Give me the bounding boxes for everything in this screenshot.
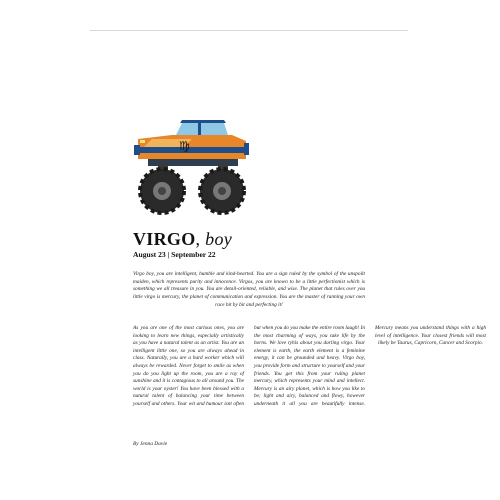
poster-title [133,229,232,249]
truck-bumper-rear [244,143,249,155]
body-text-columns: As you are one of the most curious ones, you are looking to learn new things, especially artistically as you have a natural talent as an artist. You are an intelligent little one, so you are always ahead in class. Naturally, you are a hard worker which will always be rewarded. Never forget to smile as when you do you light up the room, you are a ray of sunshine and it is contagious to all around you. The world is your oyster! You have been blessed with a natural talent of balancing your time between yourself and others. Your wit and humour isnt often but when you do you make the entire room laugh! In the most charming of ways, you take life by the horns. We love tyhis about you darling virgo. Your element is earth, the earth element is a feminine energy, it can be grounded and heavy. Virgo boy, you provide form and structure to yourself and your friends. You get this from your ruling planet mercury, which represents your mind and intellect. Mercury is an airy planet, which is how you like to be; light and airy, balanced and flowy, however underneath it all you are beautifully intense. Mercury means you understand things with a high level of intelligence. Your closest friends will most likely be Taurus, Capricorn, Cancer and Scorpio. [133,325,486,407]
monster-truck-illustration [132,119,252,223]
sign-dates: August 23 | September 22 [133,250,216,259]
intro-paragraph: Virgo boy, you are intelligent, humble and kind-hearted. You are a sign ruled by the symbol of the unspoilt maiden, which represents purity and innocence. Virgos, you are known to be a little perfectionist which is something we all treasure in you. You are detail-oriented, reliable, and wise. The planet that rules over you little virgo is mercury, the planet of communication and expression. You are the master of running your own race bit by bit and perfecting it! [133,271,365,308]
truck-wheel-rear [200,169,244,213]
truck-window [176,123,228,135]
sign-subtitle: boy [205,229,233,249]
truck-bumper [134,145,140,155]
truck-pillar [198,123,201,135]
poster [90,30,486,471]
truck-roof [180,120,226,123]
truck-headlight [140,140,145,143]
author-credit: By Jenna Davie [133,441,168,447]
virgo-emblem-icon: ♍ [179,139,190,153]
truck-stripe [138,147,246,153]
title-separator: , [195,229,201,249]
truck-wheel-front [140,169,184,213]
sign-name: VIRGO [133,229,196,249]
